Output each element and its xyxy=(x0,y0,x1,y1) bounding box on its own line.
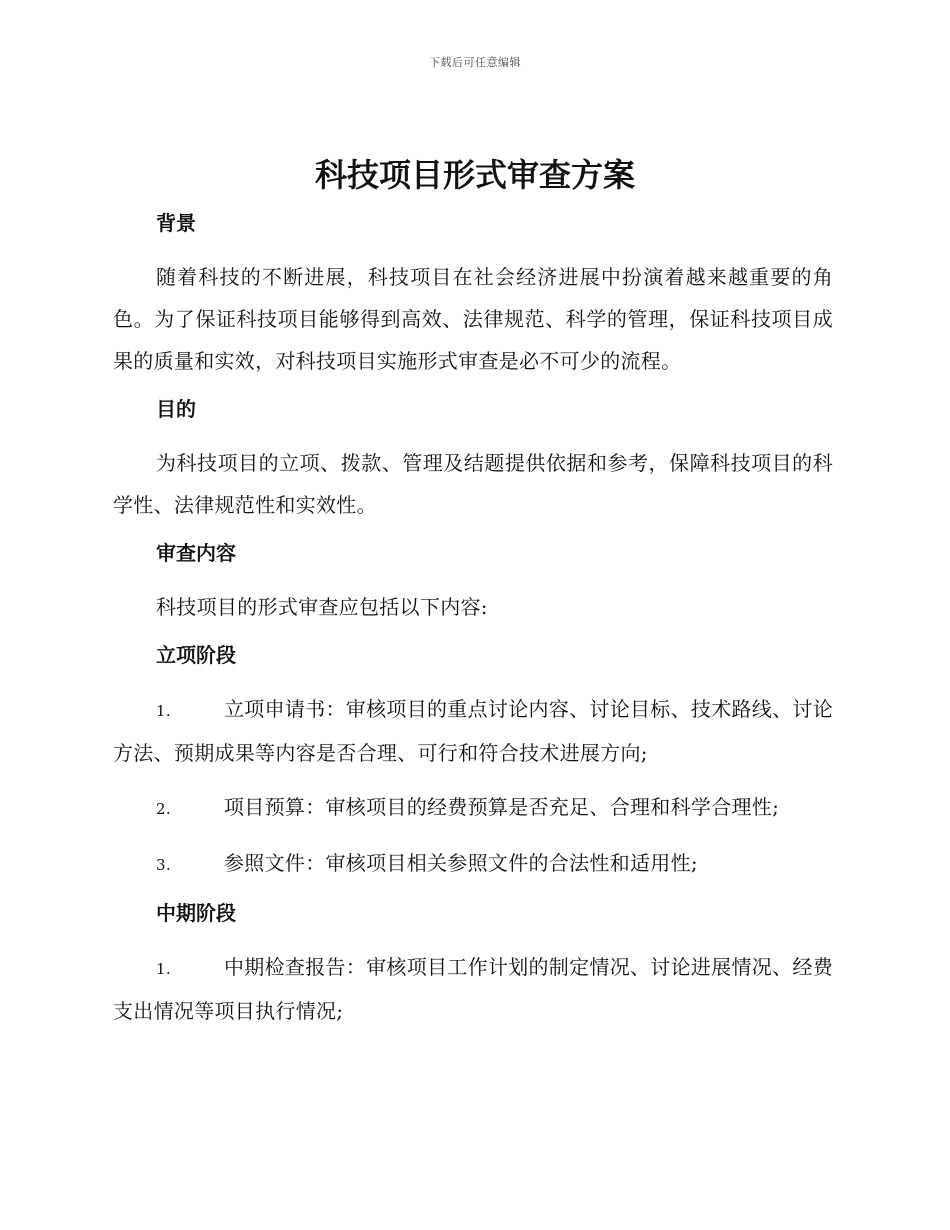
paragraph-content: 科技项目的形式审查应包括以下内容: xyxy=(156,595,488,619)
list-item-number: 3. xyxy=(156,856,171,874)
list-item-text: 立项申请书：审核项目的重点讨论内容、讨论目标、技术路线、讨论方法、预期成果等内容是否合理、可行和符合技术进展方向; xyxy=(113,697,833,765)
section-heading-midterm: 中期阶段 xyxy=(156,901,236,925)
section-heading-purpose: 目的 xyxy=(156,397,196,421)
list-item-midterm-1 xyxy=(113,946,833,1032)
document-body xyxy=(113,200,833,1044)
list-item-initiation-1 xyxy=(113,688,833,774)
header-note: 下载后可任意编辑 xyxy=(429,56,521,69)
section-heading-initiation: 立项阶段 xyxy=(156,643,236,667)
list-item-initiation-2 xyxy=(113,786,833,830)
list-item-text: 参照文件：审核项目相关参照文件的合法性和适用性; xyxy=(224,851,698,875)
list-item-number: 1. xyxy=(156,960,171,978)
list-item-number: 2. xyxy=(156,800,171,818)
document-title: 科技项目形式审查方案 xyxy=(314,156,635,194)
paragraph-background: 随着科技的不断进展，科技项目在社会经济进展中扮演着越来越重要的角色。为了保证科技项目能够得到高效、法律规范、科学的管理，保证科技项目成果的质量和实效，对科技项目实施形式审查是必不可少的流程。 xyxy=(113,265,833,373)
list-item-text: 项目预算：审核项目的经费预算是否充足、合理和科学合理性; xyxy=(224,795,780,819)
section-heading-background: 背景 xyxy=(156,211,196,235)
paragraph-purpose: 为科技项目的立项、拨款、管理及结题提供依据和参考，保障科技项目的科学性、法律规范性和实效性。 xyxy=(113,451,833,517)
list-item-number: 1. xyxy=(156,702,171,720)
list-item-initiation-3 xyxy=(113,842,833,886)
section-heading-content: 审查内容 xyxy=(156,541,236,565)
list-item-text: 中期检查报告：审核项目工作计划的制定情况、讨论进展情况、经费支出情况等项目执行情况; xyxy=(113,955,833,1023)
